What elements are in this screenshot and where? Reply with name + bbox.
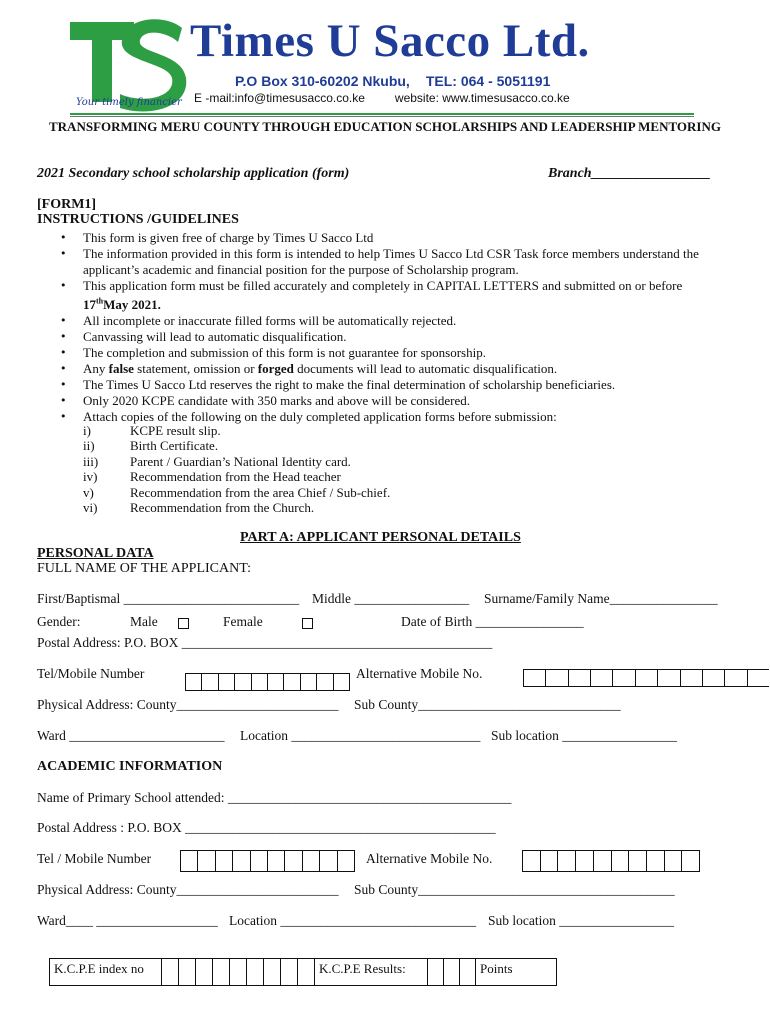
date-of-birth-field[interactable]: Date of Birth ________________ bbox=[401, 614, 584, 629]
branch-field[interactable]: Branch_________________ bbox=[548, 166, 711, 181]
school-postal-field[interactable]: Postal Address : P.O. BOX ______________________________________________ bbox=[37, 820, 496, 835]
postal-address-field[interactable]: Postal Address: P.O. BOX ______________________________________________ bbox=[37, 635, 493, 650]
po-box: P.O Box 310-60202 Nkubu, bbox=[235, 73, 410, 89]
ward-field[interactable]: Ward _______________________ bbox=[37, 728, 225, 743]
instruction-item: • The completion and submission of this form is not guarantee for sponsorship. bbox=[60, 345, 720, 361]
kcpe-table bbox=[49, 958, 557, 986]
company-name: Times U Sacco Ltd. bbox=[190, 15, 590, 67]
kcpe-results-box[interactable] bbox=[444, 959, 460, 985]
kcpe-results-box[interactable] bbox=[460, 959, 476, 985]
document-item: iv) Recommendation from the Head teacher bbox=[83, 469, 341, 485]
school-ward-field[interactable]: Ward____ __________________ bbox=[37, 913, 218, 928]
school-sub-location-field[interactable]: Sub location _________________ bbox=[488, 913, 674, 928]
header-divider-thin bbox=[70, 116, 694, 117]
primary-school-field[interactable]: Name of Primary School attended: __________________________________________ bbox=[37, 790, 512, 805]
instruction-item: • Attach copies of the following on the duly completed application forms before submission: bbox=[60, 409, 720, 425]
kcpe-index-box[interactable] bbox=[162, 959, 179, 985]
instructions-heading: INSTRUCTIONS /GUIDELINES bbox=[37, 212, 239, 227]
kcpe-index-box[interactable] bbox=[298, 959, 315, 985]
male-checkbox[interactable] bbox=[178, 615, 189, 633]
instruction-item: • The Times U Sacco Ltd reserves the right to make the final determination of scholarship beneficiaries. bbox=[60, 377, 720, 393]
female-checkbox[interactable] bbox=[302, 615, 313, 633]
document-item: vi) Recommendation from the Church. bbox=[83, 500, 315, 516]
kcpe-index-box[interactable] bbox=[196, 959, 213, 985]
school-location-field[interactable]: Location _____________________________ bbox=[229, 913, 477, 928]
kcpe-index-box[interactable] bbox=[281, 959, 298, 985]
personal-data-heading: PERSONAL DATA bbox=[37, 546, 154, 561]
instruction-item: • This form is given free of charge by Times U Sacco Ltd bbox=[60, 230, 720, 246]
school-tel-label: Tel / Mobile Number bbox=[37, 851, 152, 866]
location-field[interactable]: Location ____________________________ bbox=[240, 728, 481, 743]
school-alt-mobile-boxes[interactable] bbox=[522, 850, 700, 872]
tel-mobile-boxes[interactable] bbox=[185, 673, 350, 691]
website: website: www.timesusacco.co.ke bbox=[394, 91, 570, 105]
form-title: 2021 Secondary school scholarship application (form) bbox=[37, 166, 350, 181]
instruction-item: • The information provided in this form is intended to help Times U Sacco Ltd CSR Task force members understand the applicant’s academic and financial position for the purpose of Scholarship program. bbox=[60, 246, 720, 278]
school-tel-boxes[interactable] bbox=[180, 850, 355, 872]
school-physical-county-field[interactable]: Physical Address: County________________________ bbox=[37, 882, 339, 897]
document-item: v) Recommendation from the area Chief / Sub-chief. bbox=[83, 484, 391, 500]
kcpe-index-box[interactable] bbox=[213, 959, 230, 985]
document-item: ii) Birth Certificate. bbox=[83, 438, 219, 454]
school-alt-mobile-label: Alternative Mobile No. bbox=[366, 851, 493, 866]
tagline: TRANSFORMING MERU COUNTY THROUGH EDUCATION SCHOLARSHIPS AND LEADERSHIP MENTORING bbox=[49, 119, 721, 134]
kcpe-index-box[interactable] bbox=[230, 959, 247, 985]
female-label: Female bbox=[223, 614, 263, 629]
kcpe-index-box[interactable] bbox=[179, 959, 196, 985]
slogan: Your timely financier bbox=[76, 97, 182, 108]
kcpe-index-label: K.C.P.E index no bbox=[50, 959, 162, 985]
instruction-item: • All incomplete or inaccurate filled forms will be automatically rejected. bbox=[60, 313, 720, 329]
document-item: iii) Parent / Guardian’s National Identity card. bbox=[83, 453, 351, 469]
sub-location-field[interactable]: Sub location _________________ bbox=[491, 728, 677, 743]
part-a-heading: PART A: APPLICANT PERSONAL DETAILS bbox=[240, 530, 521, 545]
points-label: Points bbox=[480, 961, 513, 976]
alt-mobile-boxes[interactable] bbox=[523, 669, 769, 687]
instruction-item: • Any false statement, omission or forged documents will lead to automatic disqualification. bbox=[60, 361, 720, 377]
physical-county-field[interactable]: Physical Address: County________________________ bbox=[37, 697, 339, 712]
tel-mobile-label: Tel/Mobile Number bbox=[37, 666, 145, 681]
surname-field[interactable]: Surname/Family Name________________ bbox=[484, 591, 718, 606]
academic-heading: ACADEMIC INFORMATION bbox=[37, 759, 223, 774]
kcpe-results-label: K.C.P.E Results: bbox=[315, 959, 428, 985]
sub-county-field[interactable]: Sub County______________________________ bbox=[354, 697, 621, 712]
instruction-item: • This application form must be filled accurately and completely in CAPITAL LETTERS and submitted on or before 17thMay 2021. bbox=[60, 278, 720, 313]
instructions-list bbox=[60, 230, 720, 425]
kcpe-index-box[interactable] bbox=[264, 959, 281, 985]
contact-line bbox=[235, 73, 550, 89]
gender-label: Gender: bbox=[37, 614, 81, 629]
document-item: i) KCPE result slip. bbox=[83, 423, 221, 438]
required-documents-list bbox=[83, 423, 390, 515]
kcpe-results-box[interactable] bbox=[428, 959, 444, 985]
contact-line-web bbox=[194, 91, 570, 105]
first-name-field[interactable]: First/Baptismal __________________________ bbox=[37, 591, 300, 606]
email: E -mail:info@timesusacco.co.ke bbox=[194, 91, 365, 105]
middle-name-field[interactable]: Middle _________________ bbox=[312, 591, 470, 606]
full-name-label: FULL NAME OF THE APPLICANT: bbox=[37, 561, 251, 576]
alt-mobile-label: Alternative Mobile No. bbox=[356, 666, 483, 681]
instruction-item: • Only 2020 KCPE candidate with 350 marks and above will be considered. bbox=[60, 393, 720, 409]
form-id: [FORM1] bbox=[37, 197, 97, 212]
header-divider bbox=[70, 113, 694, 115]
kcpe-index-box[interactable] bbox=[247, 959, 264, 985]
male-label: Male bbox=[130, 614, 158, 629]
telephone: TEL: 064 - 5051191 bbox=[425, 73, 551, 89]
school-sub-county-field[interactable]: Sub County______________________________________ bbox=[354, 882, 675, 897]
instruction-item: • Canvassing will lead to automatic disqualification. bbox=[60, 329, 720, 345]
